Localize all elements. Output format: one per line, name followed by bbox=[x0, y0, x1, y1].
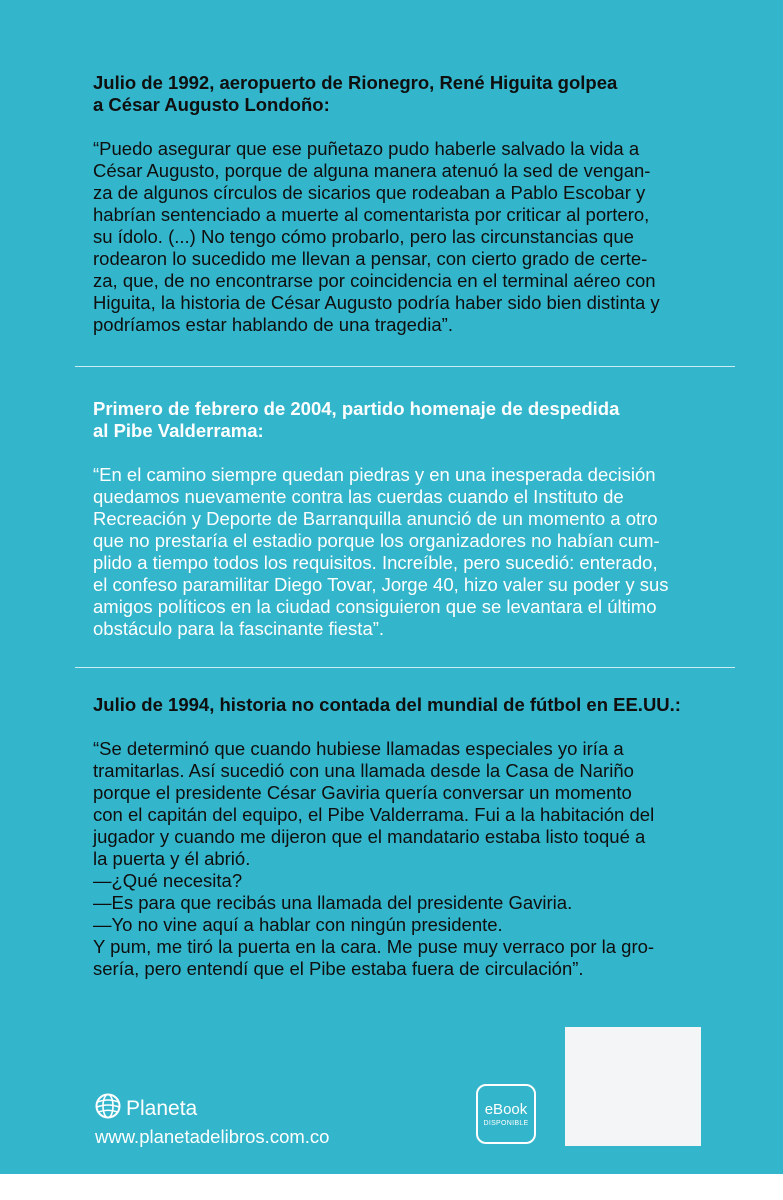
excerpt-section-3 bbox=[93, 694, 733, 980]
excerpt-body-1: “Puedo asegurar que ese puñetazo pudo haberle salvado la vida a César Augusto, porque de alguna manera atenuó la sed de vengan- za de algunos círculos de sicarios que rodeaban a Pablo Escobar y habrían sentenciado a muerte al comentarista por criticar al portero, su ídolo. (...) No tengo cómo probarlo, pero las circunstancias que rodearon lo sucedido me llevan a pensar, con cierto grado de certe- za, que, de no encontrarse por coincidencia en el terminal aéreo con Higuita, la historia de César Augusto podría haber sido bien distinta y podríamos estar hablando de una tragedia”. bbox=[93, 138, 660, 335]
publisher-logo bbox=[95, 1093, 197, 1124]
barcode-area bbox=[565, 1027, 701, 1146]
publisher-url[interactable]: www.planetadelibros.com.co bbox=[95, 1126, 330, 1147]
ebook-badge bbox=[476, 1084, 536, 1144]
excerpt-heading-1: Julio de 1992, aeropuerto de Rionegro, René Higuita golpea a César Augusto Londoño: bbox=[93, 72, 618, 115]
excerpt-heading-3: Julio de 1994, historia no contada del mundial de fútbol en EE.UU.: bbox=[93, 694, 681, 715]
excerpt-section-1 bbox=[93, 72, 733, 336]
bottom-margin bbox=[0, 1174, 783, 1200]
excerpt-section-2 bbox=[93, 398, 733, 640]
excerpt-body-2: “En el camino siempre quedan piedras y en una inesperada decisión quedamos nuevamente contra las cuerdas cuando el Instituto de Recreación y Deporte de Barranquilla anunció de un momento a otro que no prestaría el estadio porque los organizadores no habían cum- plido a tiempo todos los requisitos. Increíble, pero sucedió: enterado, el confeso paramilitar Diego Tovar, Jorge 40, hizo valer su poder y sus amigos políticos en la ciudad consiguieron que se levantara el último obstáculo para la fascinante fiesta”. bbox=[93, 464, 669, 639]
ebook-label: eBook bbox=[484, 1100, 528, 1118]
ebook-sublabel: DISPONIBLE bbox=[483, 1119, 529, 1127]
divider-2 bbox=[75, 667, 735, 668]
excerpt-heading-2: Primero de febrero de 2004, partido homenaje de despedida al Pibe Valderrama: bbox=[93, 398, 620, 441]
excerpt-body-3: “Se determinó que cuando hubiese llamadas especiales yo iría a tramitarlas. Así sucedió con una llamada desde la Casa de Nariño porque el presidente César Gaviria quería conversar un momento con el capitán del equipo, el Pibe Valderrama. Fui a la habitación del jugador y cuando me dijeron que el mandatario estaba listo toqué a la puerta y él abrió. —¿Qué necesita? —Es para que recibás una llamada del presidente Gaviria. —Yo no vine aquí a hablar con ningún presidente. Y pum, me tiró la puerta en la cara. Me puse muy verraco por la gro- sería, pero entendí que el Pibe estaba fuera de circulación”. bbox=[93, 738, 655, 979]
publisher-name: Planeta bbox=[126, 1096, 198, 1120]
globe-icon bbox=[95, 1093, 121, 1124]
divider-1 bbox=[75, 366, 735, 367]
